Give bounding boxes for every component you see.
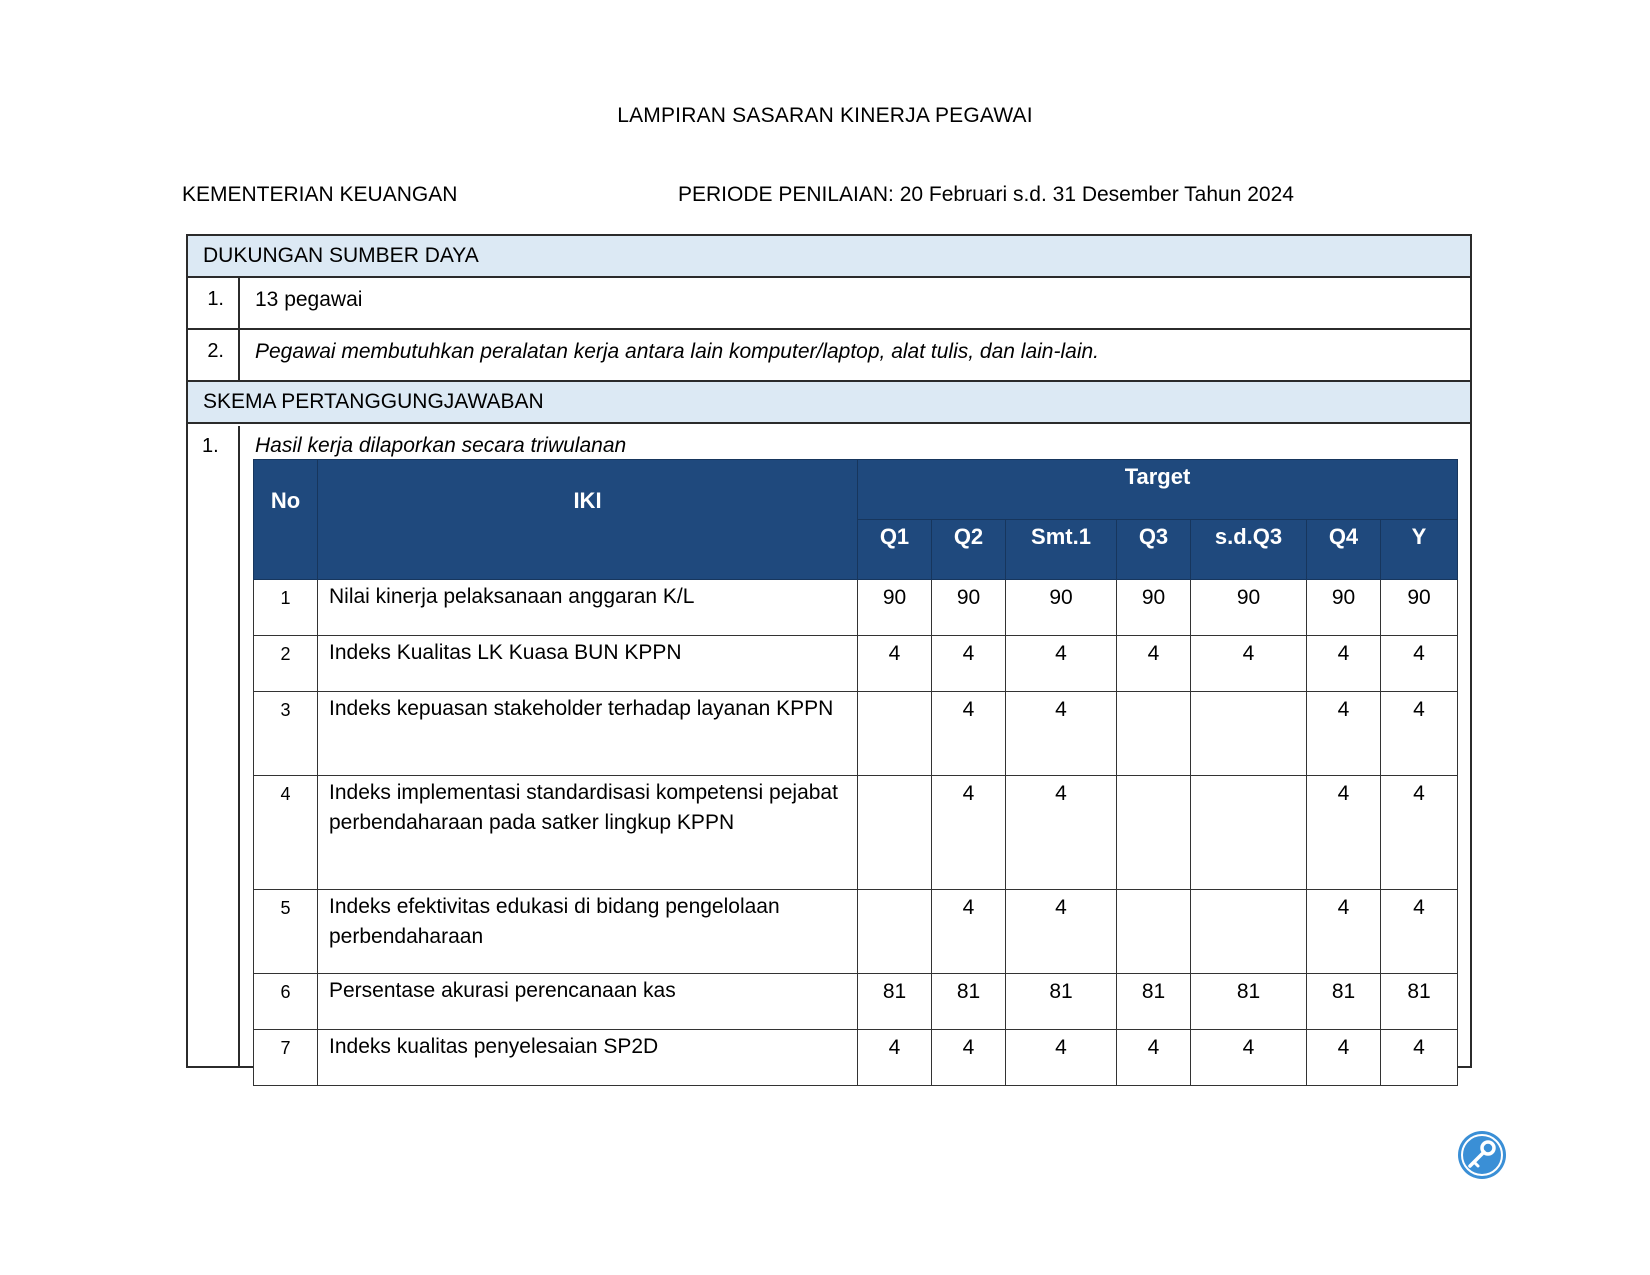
table-row <box>254 692 1458 776</box>
target-value: 81 <box>1191 974 1307 1030</box>
table-row <box>254 890 1458 974</box>
table-row <box>254 636 1458 692</box>
target-value: 4 <box>1381 636 1458 692</box>
target-value: 4 <box>1307 776 1381 890</box>
iki-name: Indeks efektivitas edukasi di bidang pengelolaan perbendaharaan <box>318 890 858 974</box>
resource-row-number: 2. <box>188 330 240 380</box>
target-value: 4 <box>1307 692 1381 776</box>
target-value: 4 <box>932 692 1006 776</box>
target-value: 4 <box>932 890 1006 974</box>
section-dukungan-header: DUKUNGAN SUMBER DAYA <box>188 236 1470 278</box>
target-value: 81 <box>1117 974 1191 1030</box>
header-iki: IKI <box>318 460 858 580</box>
row-number: 5 <box>254 890 318 974</box>
iki-target-table <box>253 459 1458 1086</box>
table-row <box>254 580 1458 636</box>
target-value: 90 <box>1117 580 1191 636</box>
row-number: 7 <box>254 1030 318 1086</box>
header-period: s.d.Q3 <box>1191 520 1307 580</box>
target-value <box>1191 890 1307 974</box>
target-value: 4 <box>1381 776 1458 890</box>
target-value: 4 <box>1381 890 1458 974</box>
target-value: 4 <box>1381 692 1458 776</box>
resource-row-number: 1. <box>188 278 240 328</box>
target-value <box>1191 776 1307 890</box>
target-value: 4 <box>1307 636 1381 692</box>
header-period: Q4 <box>1307 520 1381 580</box>
target-value: 90 <box>1381 580 1458 636</box>
target-value <box>1117 776 1191 890</box>
target-value: 4 <box>932 636 1006 692</box>
row-number: 1 <box>254 580 318 636</box>
document-title: LAMPIRAN SASARAN KINERJA PEGAWAI <box>617 104 1033 127</box>
section-skema-header: SKEMA PERTANGGUNGJAWABAN <box>188 382 1470 424</box>
header-no: No <box>254 460 318 580</box>
target-value <box>1191 692 1307 776</box>
target-value: 4 <box>932 1030 1006 1086</box>
table-row <box>254 1030 1458 1086</box>
target-value: 81 <box>858 974 932 1030</box>
row-number: 6 <box>254 974 318 1030</box>
key-circle-icon <box>1457 1130 1507 1180</box>
target-value: 90 <box>858 580 932 636</box>
target-value: 90 <box>932 580 1006 636</box>
target-value <box>858 692 932 776</box>
target-value <box>1117 890 1191 974</box>
iki-name: Indeks Kualitas LK Kuasa BUN KPPN <box>318 636 858 692</box>
target-value: 90 <box>1307 580 1381 636</box>
header-period: Q1 <box>858 520 932 580</box>
target-value <box>858 890 932 974</box>
target-value: 4 <box>1006 636 1117 692</box>
target-value: 81 <box>932 974 1006 1030</box>
row-number: 2 <box>254 636 318 692</box>
row-number: 4 <box>254 776 318 890</box>
organization-name: KEMENTERIAN KEUANGAN <box>182 183 458 206</box>
target-value: 4 <box>932 776 1006 890</box>
skema-number-divider <box>238 426 240 1066</box>
table-row <box>254 776 1458 890</box>
row-number: 3 <box>254 692 318 776</box>
target-value: 81 <box>1381 974 1458 1030</box>
skema-item-number: 1. <box>202 435 219 457</box>
resource-row-1 <box>188 278 1470 330</box>
assessment-period: PERIODE PENILAIAN: 20 Februari s.d. 31 Desember Tahun 2024 <box>678 183 1294 206</box>
target-value: 4 <box>1006 776 1117 890</box>
target-value: 90 <box>1191 580 1307 636</box>
target-value: 90 <box>1006 580 1117 636</box>
target-value: 81 <box>1307 974 1381 1030</box>
header-target: Target <box>858 460 1458 520</box>
header-period: Q2 <box>932 520 1006 580</box>
target-value: 4 <box>858 636 932 692</box>
target-value: 4 <box>1191 636 1307 692</box>
target-value: 4 <box>1006 1030 1117 1086</box>
table-row <box>254 974 1458 1030</box>
resource-row-text: Pegawai membutuhkan peralatan kerja antara lain komputer/laptop, alat tulis, dan lain-lain. <box>255 340 1099 363</box>
target-value <box>858 776 932 890</box>
resource-row-text: 13 pegawai <box>255 288 363 311</box>
iki-name: Indeks implementasi standardisasi kompetensi pejabat perbendaharaan pada satker lingkup KPPN <box>318 776 858 890</box>
iki-name: Indeks kualitas penyelesaian SP2D <box>318 1030 858 1086</box>
target-value <box>1117 692 1191 776</box>
header-period: Smt.1 <box>1006 520 1117 580</box>
target-value: 4 <box>858 1030 932 1086</box>
target-value: 4 <box>1117 1030 1191 1086</box>
header-period: Y <box>1381 520 1458 580</box>
target-value: 4 <box>1006 890 1117 974</box>
target-value: 4 <box>1307 890 1381 974</box>
iki-name: Indeks kepuasan stakeholder terhadap layanan KPPN <box>318 692 858 776</box>
resource-row-2 <box>188 330 1470 382</box>
target-value: 4 <box>1191 1030 1307 1086</box>
skema-note: Hasil kerja dilaporkan secara triwulanan <box>255 434 627 457</box>
target-value: 4 <box>1381 1030 1458 1086</box>
iki-name: Persentase akurasi perencanaan kas <box>318 974 858 1030</box>
target-value: 4 <box>1307 1030 1381 1086</box>
target-value: 4 <box>1006 692 1117 776</box>
iki-name: Nilai kinerja pelaksanaan anggaran K/L <box>318 580 858 636</box>
target-value: 81 <box>1006 974 1117 1030</box>
target-value: 4 <box>1117 636 1191 692</box>
header-period: Q3 <box>1117 520 1191 580</box>
